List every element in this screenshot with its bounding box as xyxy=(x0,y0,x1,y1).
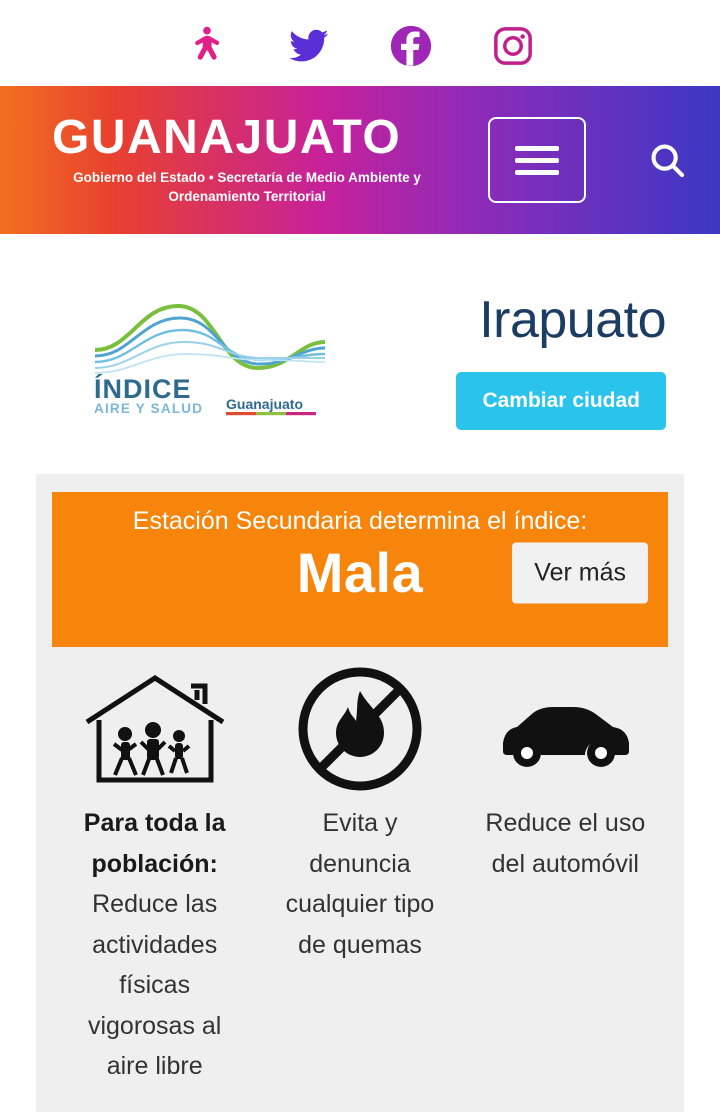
tip-text xyxy=(485,803,645,884)
menu-bar-1 xyxy=(515,146,559,151)
site-header xyxy=(0,86,720,234)
tip-line: vigorosas al xyxy=(87,1011,222,1040)
indice-aire-y-salud-logo xyxy=(28,260,328,417)
status-banner xyxy=(52,492,668,647)
index-panel xyxy=(36,474,684,1112)
ver-mas-button[interactable]: Ver más xyxy=(512,542,648,603)
header-banner xyxy=(0,86,720,234)
brand-title: GUANAJUATO xyxy=(52,111,402,165)
tip-line: del automóvil xyxy=(491,849,639,878)
svg-text:AIRE Y SALUD: AIRE Y SALUD xyxy=(94,401,204,416)
twitter-icon[interactable] xyxy=(285,22,333,70)
facebook-icon[interactable] xyxy=(387,22,435,70)
tip-line: Reduce el uso xyxy=(485,809,646,837)
tip-line: población: xyxy=(91,849,218,878)
tip-line: denuncia xyxy=(309,849,411,878)
tip-text xyxy=(84,803,226,1087)
city-section xyxy=(0,234,720,466)
social-bar xyxy=(0,0,720,86)
svg-text:Guanajuato: Guanajuato xyxy=(226,396,304,412)
tip-line: Para toda la xyxy=(83,809,226,837)
tip-line: de quemas xyxy=(298,930,422,959)
recommendations-list xyxy=(52,669,668,1087)
accessibility-icon[interactable] xyxy=(183,22,231,70)
tip-line: físicas xyxy=(119,971,191,999)
svg-text:ÍNDICE: ÍNDICE xyxy=(94,374,192,404)
menu-bar-2 xyxy=(515,158,559,163)
list-item xyxy=(463,669,668,1087)
change-city-button[interactable]: Cambiar ciudad xyxy=(456,372,666,430)
tip-line: Evita y xyxy=(322,809,398,837)
menu-button[interactable] xyxy=(488,117,586,203)
instagram-icon[interactable] xyxy=(489,22,537,70)
tip-line: actividades xyxy=(92,930,218,959)
brand[interactable] xyxy=(52,111,442,205)
list-item xyxy=(257,669,462,1087)
car-icon xyxy=(495,669,635,789)
station-label: Estación Secundaria determina el índice: xyxy=(132,507,588,535)
no-fire-icon xyxy=(296,669,424,789)
tip-line: Reduce las xyxy=(92,890,218,918)
family-house-icon xyxy=(81,669,229,789)
tip-line: cualquier tipo xyxy=(285,890,435,918)
city-name: Irapuato xyxy=(479,291,666,349)
tip-line: aire libre xyxy=(106,1052,203,1080)
search-icon[interactable] xyxy=(640,133,694,187)
list-item xyxy=(52,669,257,1087)
menu-bar-3 xyxy=(515,170,559,175)
tip-text xyxy=(286,803,435,965)
brand-subtitle: Gobierno del Estado • Secretaría de Medio Ambiente y Ordenamiento Territorial xyxy=(73,170,421,204)
index-value: Mala xyxy=(296,541,424,604)
